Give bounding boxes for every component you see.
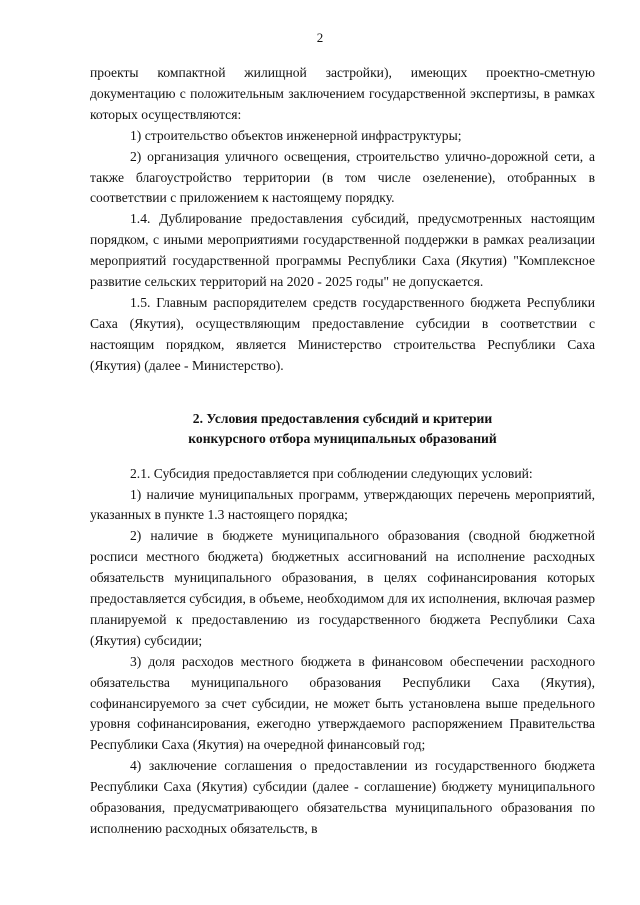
document-body [90, 63, 595, 840]
clause-2-1: 2.1. Субсидия предоставляется при соблюдении следующих условий: [130, 465, 533, 481]
condition-4: 4) заключение соглашения о предоставлении из государственного бюджета Республики Саха (Якутия) субсидии (далее - соглашение) бюджету муниципального образования, предусматривающего обязательства муниципального образования по исполнению расходных обязательств, в [90, 758, 595, 836]
condition-1: 1) наличие муниципальных программ, утверждающих перечень мероприятий, указанных в пункте 1.3 настоящего порядка; [90, 486, 595, 523]
condition-3: 3) доля расходов местного бюджета в финансовом обеспечении расходного обязательства муниципального образования Республики Саха (Якутия), софинансируемого за счет субсидии, не может быть установлена выше предельного уровня софинансирования, ежегодно утверждаемого распоряжением Правительства Республики Саха (Якутия) на очередной финансовый год; [90, 653, 595, 753]
section-heading-line-2: конкурсного отбора муниципальных образований [188, 430, 497, 446]
clause-1-5: 1.5. Главным распорядителем средств государственного бюджета Республики Саха (Якутия), осуществляющим предоставление субсидии в соответствии с настоящим порядком, является Министерство строительства Республики Саха (Якутия) (далее - Министерство). [90, 294, 595, 373]
paragraph-continuation: проекты компактной жилищной застройки), имеющих проектно-сметную документацию с положительным заключением государственной экспертизы, в рамках которых осуществляются: [90, 65, 595, 122]
clause-1-4: 1.4. Дублирование предоставления субсидий, предусмотренных настоящим порядком, с иными мероприятиями государственной поддержки в рамках реализации мероприятий государственной программы Республики Саха (Якутия) "Комплексное развитие сельских территорий на 2020 - 2025 годы" не допускается. [90, 211, 595, 290]
list-item-infrastructure: 1) строительство объектов инженерной инфраструктуры; [130, 127, 462, 143]
list-item-lighting: 2) организация уличного освещения, строительство улично-дорожной сети, а также благоустройство территории (в том числе озеленение), отобранных в соответствии с приложением к настоящему порядку. [90, 148, 595, 206]
section-heading [90, 409, 595, 449]
section-heading-line-1: 2. Условия предоставления субсидий и критерии [192, 410, 493, 426]
condition-2: 2) наличие в бюджете муниципального образования (сводной бюджетной росписи местного бюджета) бюджетных ассигнований на исполнение расходных обязательств муниципального образования, в целях софинансирования которых предоставляется субсидия, в объеме, необходимом для их исполнения, включая размер планируемой к предоставлению из государственного бюджета Республики Саха (Якутия) субсидии; [90, 528, 595, 648]
page-number: 2 [316, 30, 324, 45]
